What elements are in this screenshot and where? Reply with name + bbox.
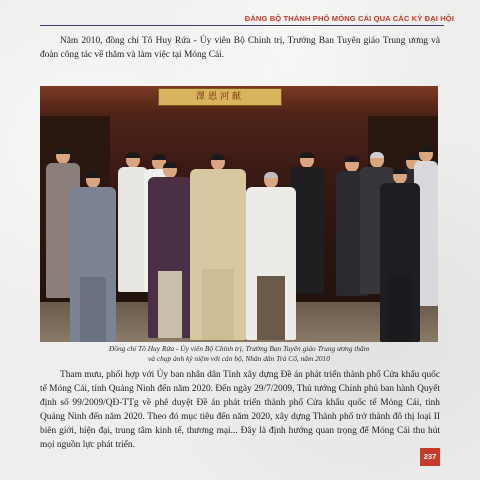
caption-line-1: Đồng chí Tô Huy Rứa - Ủy viên Bộ Chính trị, Trưởng Ban Tuyên giáo Trung ương thăm [108, 344, 370, 353]
person [148, 162, 192, 338]
running-header: ĐẢNG BỘ THÀNH PHỐ MÓNG CÁI QUA CÁC KỲ ĐẠI HỘI [244, 14, 454, 23]
person [190, 154, 246, 340]
person [380, 168, 420, 342]
temple-plaque: 澤恩河献 [158, 88, 282, 106]
photo-caption [40, 344, 438, 364]
paragraph-intro: Năm 2010, đồng chí Tô Huy Rứa - Ủy viên Bộ Chính trị, Trưởng Ban Tuyên giáo Trung ương và đoàn công tác về thăm và làm việc tại Móng Cái. [40, 36, 440, 60]
person [70, 172, 116, 342]
paragraph-body: Tham mưu, phối hợp với Ủy ban nhân dân Tỉnh xây dựng Đề án phát triển thành phố Cửa khẩu quốc tế Móng Cái, tỉnh Quảng Ninh đến năm 2020. Đến ngày 29/7/2009, Thủ tướng Chính phủ ban hành Quyết định số 99/2009/QĐ-TTg về phê duyệt Đề án phát triển thành phố Cửa khẩu quốc tế Móng Cái, tỉnh Quảng Ninh đến năm 2020. Theo đó mục tiêu đến năm 2020, xây dựng Thành phố trở thành đô thị loại II biên giới, hiện đại, trung tâm kinh tế, thương mại... Đây là định hướng quan trọng để Móng Cái thu hút mọi nguồn lực phát triển. [40, 370, 440, 450]
page-number: 237 [420, 448, 440, 466]
header-rule [40, 25, 444, 26]
person [246, 172, 296, 340]
caption-line-2: và chụp ảnh kỷ niệm với cán bộ, Nhân dân Trà Cổ, năm 2010 [148, 354, 330, 363]
group-photo [40, 86, 438, 342]
